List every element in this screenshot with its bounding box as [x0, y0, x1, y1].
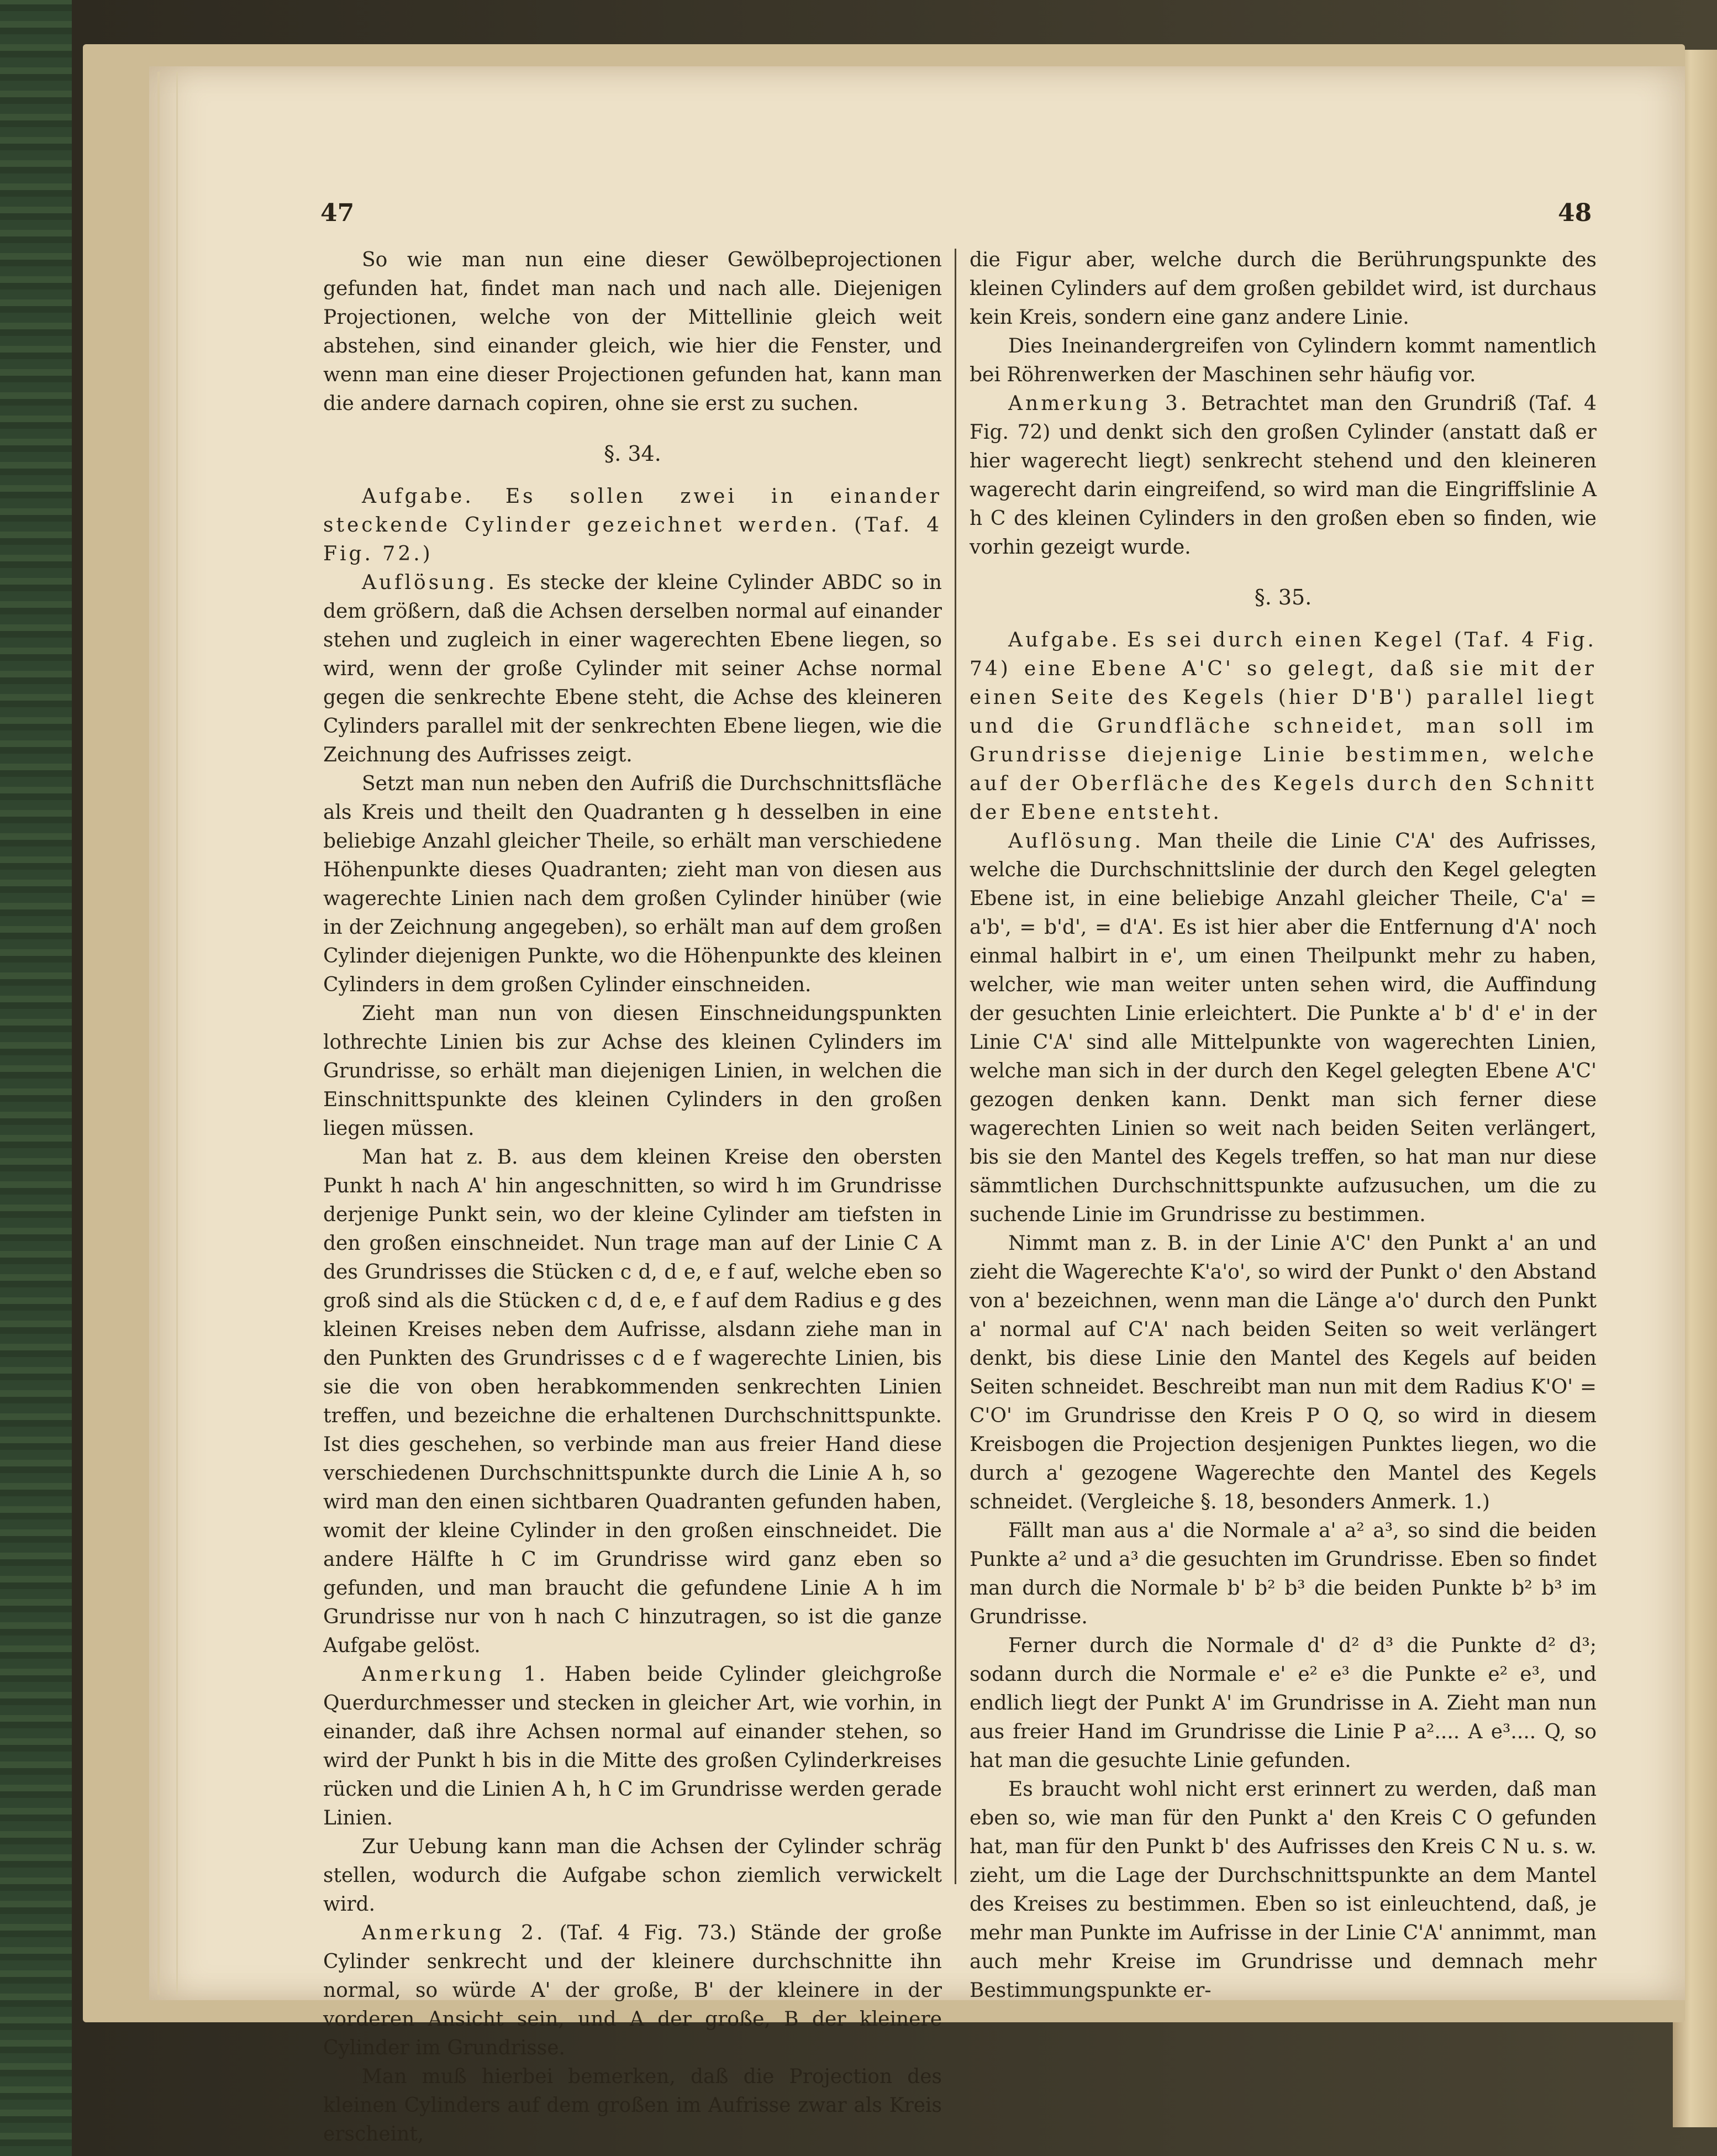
- paragraph: Man hat z. B. aus dem kleinen Kreise den obersten Punkt h nach A' hin angeschnitten, so wird h im Grundrisse derjenige Punkt sein, wo der kleine Cylinder am tiefsten in den großen einschneidet. Nun trage man auf der Linie C A des Grundrisses die Stücken c d, d e, e f auf, welche eben so groß sind als die Stücken c d, d e, e f auf dem Radius e g des kleinen Kreises neben dem Aufrisse, alsdann ziehe man in den Punkten des Grundrisses c d e f wagerechte Linien, bis sie die von oben herabkommenden senkrechten Linien treffen, und bezeichne die erhaltenen Durchschnittspunkte. Ist dies geschehen, so verbinde man aus freier Hand diese verschiedenen Durchschnittspunkte durch die Linie A h, so wird man den einen sichtbaren Quadranten gefunden haben, womit der kleine Cylinder in den großen einschneidet. Die andere Hälfte h C im Grundrisse wird ganz eben so gefunden, und man braucht die gefundene Linie A h im Grundrisse nur von h nach C hinzutragen, so ist die ganze Aufgabe gelöst.: [323, 1146, 942, 1657]
- paragraph: [323, 1919, 942, 2063]
- paragraph-text: (Taf. 4 Fig. 73.) Stände der große Cylinder senkrecht und der kleinere durchschnitte ihn normal, so würde A' der große, B' der kleinere in der vorderen Ansicht sein, und A der große, B der kleinere Cylinder im Grundrisse.: [323, 1922, 942, 2059]
- paragraph-text: Es sollen zwei in einander steckende Cylinder gezeichnet werden. (Taf. 4 Fig. 72.): [323, 485, 942, 565]
- left-text-column: [323, 246, 942, 2149]
- book-binding: [0, 0, 72, 2156]
- column-divider: [955, 249, 956, 1884]
- paragraph: Man muß hierbei bemerken, daß die Projection des kleinen Cylinders auf dem großen im Aufrisse zwar als Kreis erscheint,: [323, 2065, 942, 2146]
- page-number-right: 48: [1558, 199, 1592, 227]
- paragraph-label: Anmerkung 1.: [362, 1663, 549, 1686]
- paragraph: Setzt man nun neben den Aufriß die Durchschnittsfläche als Kreis und theilt den Quadranten g h desselben in eine beliebige Anzahl gleicher Theile, so erhält man verschiedene Höhenpunkte dieses Quadranten; zieht man von diesen aus wagerechte Linien nach dem großen Cylinder hinüber (wie in der Zeichnung angegeben), so erhält man auf dem großen Cylinder diejenigen Punkte, wo die Höhenpunkte des kleinen Cylinders in dem großen Cylinder einschneiden.: [323, 772, 942, 996]
- paragraph: Nimmt man z. B. in der Linie A'C' den Punkt a' an und zieht die Wagerechte K'a'o', so wird der Punkt o' den Abstand von a' bezeichnen, wenn man die Länge a'o' durch den Punkt a' normal auf C'A' nach beiden Seiten so weit verlängert denkt, bis diese Linie den Mantel des Kegels auf beiden Seiten schneidet. Beschreibt man nun mit dem Radius K'O' = C'O' im Grundrisse den Kreis P O Q, so wird in diesem Kreisbogen die Projection desjenigen Punktes liegen, wo die durch a' gezogene Wagerechte den Mantel des Kegels schneidet. (Vergleiche §. 18, besonders Anmerk. 1.): [970, 1232, 1597, 1513]
- paragraph-label: Anmerkung 2.: [362, 1922, 546, 1944]
- page-gutter: [157, 72, 178, 1995]
- paragraph-label: Auflösung.: [362, 571, 498, 594]
- paragraph: Es braucht wohl nicht erst erinnert zu werden, daß man eben so, wie man für den Punkt a' den Kreis C O gefunden hat, man für den Punkt b' des Aufrisses den Kreis C N u. s. w. zieht, um die Lage der Durchschnittspunkte an dem Mantel des Kreises zu bestimmen. Eben so ist einleuchtend, daß, je mehr man Punkte im Aufrisse in der Linie C'A' annimmt, man auch mehr Kreise im Grundrisse und demnach mehr Bestimmungspunkte er-: [970, 1778, 1597, 2002]
- paragraph-text: Es stecke der kleine Cylinder ABDC so in dem größern, daß die Achsen derselben normal auf einander stehen und zugleich in einer wagerechten Ebene liegen, so wird, wenn der große Cylinder mit seiner Achse normal gegen die senkrechte Ebene steht, die Achse des kleineren Cylinders parallel mit der senkrechten Ebene liegen, wie die Zeichnung des Aufrisses zeigt.: [323, 571, 942, 766]
- paragraph: Dies Ineinandergreifen von Cylindern kommt namentlich bei Röhrenwerken der Maschinen sehr häufig vor.: [970, 335, 1597, 386]
- paragraph-text: Man theile die Linie C'A' des Aufrisses, welche die Durchschnittslinie der durch den Kegel gelegten Ebene ist, in eine beliebige Anzahl gleicher Theile, C'a' = a'b', = b'd', = d'A'. Es ist hier aber die Entfernung d'A' noch einmal halbirt in e', um einen Theilpunkt mehr zu haben, welcher, wie man weiter unten sehen wird, die Auffindung der gesuchten Linie erleichtert. Die Punkte a' b' d' e' in der Linie C'A' sind alle Mittelpunkte von wagerechten Linien, welche man sich in der durch den Kegel gelegten Ebene A'C' gezogen denken kann. Denkt man sich ferner diese wagerechten Linien so weit nach beiden Seiten verlängert, bis sie den Mantel des Kegels treffen, so hat man nur diese sämmtlichen Durchschnittspunkte aufzusuchen, um die zu suchende Linie im Grundrisse zu bestimmen.: [970, 830, 1597, 1226]
- paragraph-text: Haben beide Cylinder gleichgroße Querdurchmesser und stecken in gleicher Art, wie vorhin, in einander, daß ihre Achsen normal auf einander stehen, so wird der Punkt h bis in die Mitte des großen Cylinderkreises rücken und die Linien A h, h C im Grundrisse werden gerade Linien.: [323, 1663, 942, 1829]
- paragraph: [323, 482, 942, 569]
- paragraph-label: Auflösung.: [1008, 830, 1144, 853]
- paragraph-label: Anmerkung 3.: [1008, 392, 1190, 415]
- paragraph: [323, 1660, 942, 1833]
- paragraph: [970, 827, 1597, 1229]
- paragraph-label: Aufgabe.: [362, 485, 474, 508]
- paragraph: [323, 569, 942, 770]
- paragraph: [970, 626, 1597, 827]
- paragraph: Ferner durch die Normale d' d² d³ die Punkte d² d³; sodann durch die Normale e' e² e³ die Punkte e² e³, und endlich liegt der Punkt A' im Grundrisse in A. Zieht man nun aus freier Hand im Grundrisse die Linie P a².... A e³.... Q, so hat man die gesuchte Linie gefunden.: [970, 1634, 1597, 1772]
- paragraph: Fällt man aus a' die Normale a' a² a³, so sind die beiden Punkte a² und a³ die gesuchten im Grundrisse. Eben so findet man durch die Normale b' b² b³ die beiden Punkte b² b³ im Grundrisse.: [970, 1519, 1597, 1628]
- paragraph: Zieht man nun von diesen Einschneidungspunkten lothrechte Linien bis zur Achse des kleinen Cylinders im Grundrisse, so erhält man diejenigen Linien, in welchen die Einschnittspunkte des kleinen Cylinders in den großen liegen müssen.: [323, 1002, 942, 1140]
- paragraph: So wie man nun eine dieser Gewölbeprojectionen gefunden hat, findet man nach und nach alle. Diejenigen Projectionen, welche von der Mittellinie gleich weit abstehen, sind einander gleich, wie hier die Fenster, und wenn man eine dieser Projectionen gefunden hat, kann man die andere darnach copiren, ohne sie erst zu suchen.: [323, 249, 942, 415]
- section-heading: §. 35.: [1254, 585, 1312, 609]
- section-heading: §. 34.: [604, 441, 661, 466]
- paragraph: die Figur aber, welche durch die Berührungspunkte des kleinen Cylinders auf dem großen gebildet wird, ist durchaus kein Kreis, sondern eine ganz andere Linie.: [970, 249, 1597, 329]
- right-text-column: [970, 246, 1597, 2005]
- paragraph-label: Aufgabe.: [1008, 629, 1120, 651]
- paragraph: Zur Uebung kann man die Achsen der Cylinder schräg stellen, wodurch die Aufgabe schon ziemlich verwickelt wird.: [323, 1836, 942, 1916]
- paragraph-text: Betrachtet man den Grundriß (Taf. 4 Fig. 72) und denkt sich den großen Cylinder (anstatt daß er hier wagerecht liegt) senkrecht stehend und den kleineren wagerecht darin eingreifend, so wird man die Eingriffslinie A h C des kleinen Cylinders in den großen eben so finden, wie vorhin gezeigt wurde.: [970, 392, 1597, 559]
- paragraph-text: Es sei durch einen Kegel (Taf. 4 Fig. 74) eine Ebene A'C' so gelegt, daß sie mit der einen Seite des Kegels (hier D'B') parallel liegt und die Grundfläche schneidet, man soll im Grundrisse diejenige Linie bestimmen, welche auf der Oberfläche des Kegels durch den Schnitt der Ebene entsteht.: [970, 629, 1597, 824]
- paragraph: [970, 390, 1597, 562]
- page-number-left: 47: [320, 199, 355, 227]
